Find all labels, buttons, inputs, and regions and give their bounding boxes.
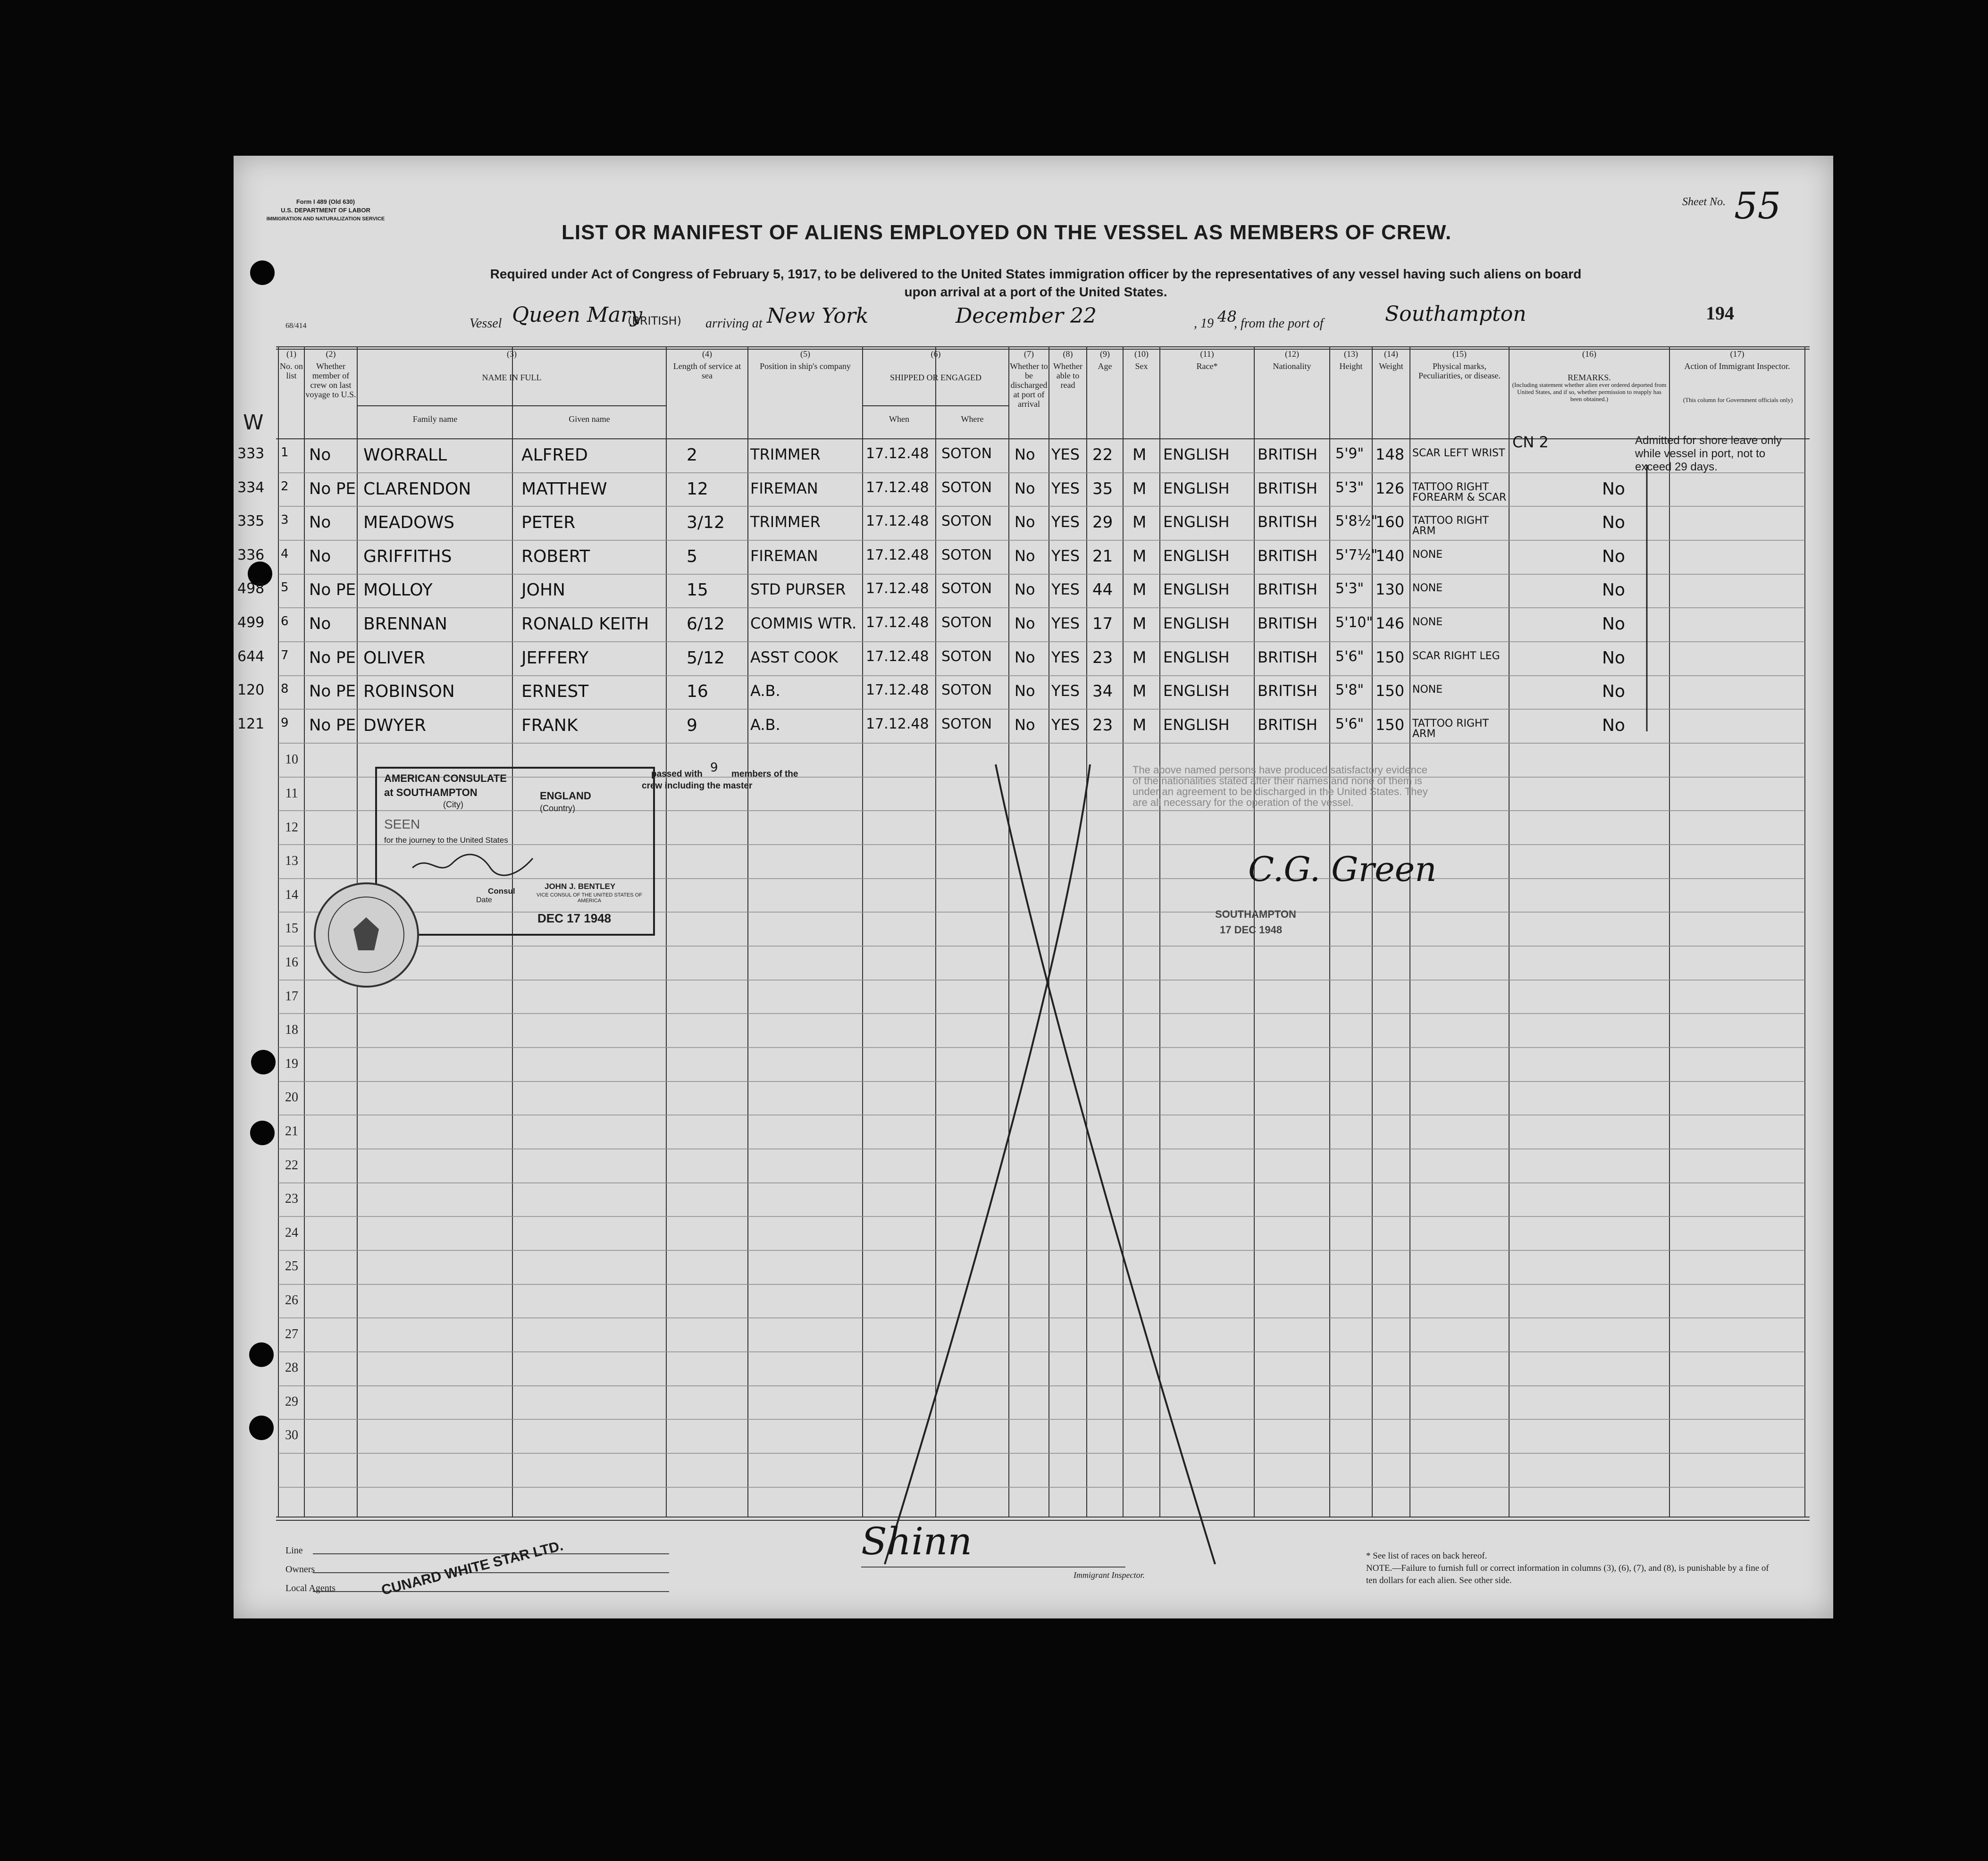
cell-position: STD PURSER	[750, 580, 846, 599]
sheet-number: 55	[1734, 185, 1781, 227]
cell-where: SOTON	[941, 648, 992, 665]
cell-marks: TATTOO RIGHT ARM	[1412, 515, 1489, 537]
margin-number: 333	[237, 445, 265, 462]
cell-family: OLIVER	[363, 648, 426, 668]
consulate-line1: AMERICAN CONSULATE	[384, 772, 507, 784]
consul-label: Consul	[488, 887, 515, 896]
empty-row-number: 24	[285, 1225, 298, 1240]
cell-age: 34	[1092, 682, 1113, 701]
cell-nationality: BRITISH	[1258, 614, 1317, 632]
empty-row-number: 12	[285, 820, 298, 835]
column-number: (1)	[286, 349, 296, 359]
consulate-seal	[314, 882, 419, 988]
column-header: Length of service at sea	[673, 361, 741, 380]
cell-where: SOTON	[941, 682, 992, 699]
cell-where: SOTON	[941, 546, 992, 563]
action-note: (This column for Government officials only)	[1683, 396, 1793, 403]
remarks-note: (Including statement whether alien ever ordered deported from United States, and if so, whether permission to reapply has been obtained.)	[1512, 381, 1667, 402]
cell-position: TRIMMER	[750, 445, 821, 463]
cell-sex: M	[1132, 445, 1147, 464]
cell-last-voyage: No PE	[309, 580, 356, 600]
cell-last-voyage: No	[309, 614, 331, 633]
cell-when: 17.12.48	[866, 580, 929, 597]
cell-last-voyage: No PE	[309, 479, 356, 498]
cell-age: 23	[1092, 715, 1113, 735]
cell-age: 17	[1092, 614, 1113, 633]
cell-weight: 160	[1376, 513, 1405, 531]
column-number: (3)	[507, 349, 517, 359]
cell-discharged: No	[1015, 682, 1035, 700]
empty-row-number: 18	[285, 1023, 298, 1038]
arrival-date: December 22	[956, 304, 1097, 328]
cell-when: 17.12.48	[866, 682, 929, 699]
vessel-name: Queen Mary	[512, 303, 642, 327]
cell-height: 5'9"	[1335, 445, 1364, 462]
remark-code: CN 2	[1512, 433, 1549, 451]
subtitle	[375, 265, 1696, 301]
column-header: Position in ship's company	[760, 361, 851, 371]
cell-no: 8	[281, 682, 289, 696]
cell-race: ENGLISH	[1163, 479, 1230, 497]
column-number: (11)	[1200, 349, 1214, 359]
cell-service: 3/12	[687, 513, 725, 533]
journey-text: for the journey to the United States	[384, 836, 508, 845]
inspector-label: Immigrant Inspector.	[1074, 1570, 1145, 1580]
cell-last-voyage: No	[309, 445, 331, 464]
cell-race: ENGLISH	[1163, 648, 1230, 666]
punch-hole	[251, 1050, 276, 1074]
cell-discharged: No	[1015, 513, 1035, 531]
margin-number: 644	[237, 648, 265, 665]
cell-position: ASST COOK	[750, 648, 838, 666]
cell-last-voyage: No	[309, 546, 331, 566]
cell-given: JOHN	[521, 580, 565, 600]
cell-where: SOTON	[941, 580, 992, 597]
cell-race: ENGLISH	[1163, 546, 1230, 565]
column-header: Age	[1098, 361, 1112, 371]
line-field	[313, 1553, 669, 1554]
cell-nationality: BRITISH	[1258, 715, 1317, 734]
column-header: REMARKS.	[1568, 373, 1611, 382]
cell-race: ENGLISH	[1163, 715, 1230, 734]
cell-where: SOTON	[941, 513, 992, 530]
column-number: (5)	[800, 349, 810, 359]
cell-no: 5	[281, 580, 289, 595]
cell-last-voyage: No	[309, 513, 331, 532]
subheader-where: Where	[961, 414, 984, 424]
cell-given: JEFFERY	[521, 648, 589, 668]
margin-number: 499	[237, 614, 265, 631]
seal-emblem	[316, 884, 417, 986]
cell-where: SOTON	[941, 715, 992, 732]
cell-marks: TATTOO RIGHT ARM	[1412, 717, 1489, 740]
empty-row-number: 19	[285, 1056, 298, 1071]
cell-height: 5'10"	[1335, 614, 1373, 631]
margin-number: 121	[237, 715, 265, 732]
cell-read: YES	[1051, 682, 1080, 700]
empty-row-number: 21	[285, 1124, 298, 1139]
cell-when: 17.12.48	[866, 479, 929, 496]
cell-no: 4	[281, 546, 289, 561]
margin-number: 498	[237, 580, 265, 597]
cell-given: ALFRED	[521, 445, 588, 465]
column-header: NAME IN FULL	[482, 373, 542, 382]
department: U.S. DEPARTMENT OF LABOR	[281, 207, 370, 214]
punch-hole	[249, 1342, 274, 1367]
cell-read: YES	[1051, 648, 1080, 666]
cell-read: YES	[1051, 614, 1080, 632]
vessel-flag: (BRITISH)	[628, 314, 681, 327]
empty-row-number: 20	[285, 1090, 298, 1105]
empty-row-number: 11	[285, 786, 298, 801]
cell-remarks: No	[1602, 479, 1625, 499]
cell-race: ENGLISH	[1163, 580, 1230, 599]
column-header: Race*	[1196, 361, 1218, 371]
empty-row-number: 30	[285, 1428, 298, 1443]
cell-marks: NONE	[1412, 684, 1443, 696]
column-number: (15)	[1452, 349, 1467, 359]
cell-given: FRANK	[521, 715, 578, 735]
column-header: Whether to be discharged at port of arrival	[1010, 361, 1048, 409]
cell-family: MEADOWS	[363, 513, 454, 533]
from-port: Southampton	[1385, 302, 1527, 326]
owners-field	[313, 1572, 669, 1573]
cell-given: RONALD KEITH	[521, 614, 649, 634]
cell-read: YES	[1051, 715, 1080, 734]
cell-marks: NONE	[1412, 616, 1443, 628]
cell-no: 6	[281, 614, 289, 629]
cell-nationality: BRITISH	[1258, 546, 1317, 565]
consulate-date: DEC 17 1948	[537, 911, 612, 925]
margin-number: 335	[237, 513, 265, 530]
punch-hole	[250, 1121, 275, 1145]
cell-weight: 140	[1376, 546, 1405, 565]
remark-admitted: Admitted for shore leave only while vessel in port, not to exceed 29 days.	[1635, 434, 1782, 473]
crew-note-count: 9	[710, 761, 718, 775]
cell-service: 15	[687, 580, 708, 600]
cell-race: ENGLISH	[1163, 445, 1230, 463]
affidavit-stamp-city: SOUTHAMPTON	[1215, 908, 1296, 920]
cell-discharged: No	[1015, 648, 1035, 666]
cell-height: 5'3"	[1335, 580, 1364, 597]
country-label: (Country)	[540, 804, 576, 813]
cell-sex: M	[1132, 648, 1147, 667]
column-number: (4)	[702, 349, 712, 359]
empty-row-number: 22	[285, 1157, 298, 1173]
cell-read: YES	[1051, 445, 1080, 463]
line-label: Line	[285, 1545, 303, 1556]
year-prefix: , 19	[1194, 316, 1214, 331]
cell-service: 5/12	[687, 648, 725, 668]
cell-where: SOTON	[941, 614, 992, 631]
cell-sex: M	[1132, 580, 1147, 600]
cell-service: 6/12	[687, 614, 725, 634]
cell-family: ROBINSON	[363, 682, 455, 702]
crew-note-text3: crew including the master	[642, 781, 753, 791]
margin-number: 120	[237, 682, 265, 699]
cell-weight: 150	[1376, 682, 1405, 700]
empty-row-number: 29	[285, 1394, 298, 1409]
cell-age: 21	[1092, 546, 1113, 566]
arriving-port: New York	[767, 304, 869, 328]
cell-family: WORRALL	[363, 445, 447, 465]
margin-number: 336	[237, 546, 265, 563]
cell-marks: TATTOO RIGHT FOREARM & SCAR	[1412, 481, 1507, 503]
cell-height: 5'8½"	[1335, 513, 1378, 530]
crew-note-text1: passed with	[651, 769, 703, 779]
cell-nationality: BRITISH	[1258, 580, 1317, 599]
agents-field	[313, 1591, 669, 1592]
cell-position: FIREMAN	[750, 479, 818, 497]
cell-marks: NONE	[1412, 582, 1443, 595]
column-number: (12)	[1285, 349, 1299, 359]
cell-remarks: No	[1602, 715, 1625, 735]
column-number: (10)	[1134, 349, 1149, 359]
cell-when: 17.12.48	[866, 715, 929, 732]
page-number: 194	[1706, 302, 1734, 324]
cell-remarks: No	[1602, 682, 1625, 702]
cell-service: 12	[687, 479, 708, 499]
column-header: Sex	[1135, 361, 1148, 371]
cell-nationality: BRITISH	[1258, 682, 1317, 700]
cell-family: MOLLOY	[363, 580, 433, 600]
punch-hole	[250, 260, 275, 285]
cell-discharged: No	[1015, 614, 1035, 632]
cell-discharged: No	[1015, 479, 1035, 497]
subheader-when: When	[889, 414, 909, 424]
cell-age: 29	[1092, 513, 1113, 532]
cell-discharged: No	[1015, 546, 1035, 565]
cell-family: BRENNAN	[363, 614, 447, 634]
cell-weight: 126	[1376, 479, 1405, 497]
empty-row-number: 28	[285, 1360, 298, 1375]
affidavit-stamp-date: 17 DEC 1948	[1220, 924, 1283, 936]
column-number: (8)	[1063, 349, 1073, 359]
cell-service: 2	[687, 445, 697, 465]
cell-marks: NONE	[1412, 548, 1443, 561]
cell-race: ENGLISH	[1163, 682, 1230, 700]
cell-when: 17.12.48	[866, 445, 929, 462]
cell-family: GRIFFITHS	[363, 546, 452, 566]
cell-position: A.B.	[750, 682, 780, 700]
cell-no: 3	[281, 513, 289, 528]
column-number: (7)	[1024, 349, 1034, 359]
empty-row-number: 27	[285, 1326, 298, 1341]
column-number: (6)	[931, 349, 941, 359]
affidavit-text: The above named persons have produced satisfactory evidence of the nationalities stated after their names and none of them is under an agreement to be discharged in the United States. They are all necessary for the operation of the vessel.	[1132, 764, 1428, 808]
cell-height: 5'7½"	[1335, 546, 1378, 563]
cell-family: CLARENDON	[363, 479, 471, 499]
crew-note-text2: members of the	[731, 769, 798, 779]
cell-family: DWYER	[363, 715, 427, 735]
cell-height: 5'3"	[1335, 479, 1364, 496]
page-title: LIST OR MANIFEST OF ALIENS EMPLOYED ON THE VESSEL AS MEMBERS OF CREW.	[562, 221, 1452, 244]
cell-position: TRIMMER	[750, 513, 821, 531]
cell-service: 9	[687, 715, 697, 735]
consulate-line2: at SOUTHAMPTON	[384, 787, 478, 798]
cell-remarks: No	[1602, 614, 1625, 634]
cell-read: YES	[1051, 513, 1080, 531]
empty-row-number: 10	[285, 752, 298, 767]
inspector-signature: Shinn	[861, 1519, 972, 1563]
empty-row-number: 17	[285, 989, 298, 1004]
column-number: (9)	[1100, 349, 1110, 359]
agents-label: Local Agents	[285, 1583, 336, 1593]
column-number: (13)	[1344, 349, 1358, 359]
consul-name: JOHN J. BENTLEY	[545, 882, 616, 891]
company-stamp: CUNARD WHITE STAR LTD.	[380, 1538, 565, 1599]
subtitle-line-1: Required under Act of Congress of February 5, 1917, to be delivered to the United States immigration officer by the representatives of any vessel having such aliens on board	[490, 267, 1582, 281]
cell-given: ROBERT	[521, 546, 590, 566]
cell-discharged: No	[1015, 445, 1035, 463]
owners-label: Owners	[285, 1564, 315, 1575]
margin-mark: W	[243, 411, 264, 435]
cell-last-voyage: No PE	[309, 715, 356, 735]
cell-nationality: BRITISH	[1258, 445, 1317, 463]
cell-weight: 148	[1376, 445, 1405, 463]
cell-remarks: No	[1602, 648, 1625, 668]
arriving-label: arriving at	[705, 316, 763, 331]
cell-sex: M	[1132, 682, 1147, 701]
cell-where: SOTON	[941, 479, 992, 496]
cell-discharged: No	[1015, 580, 1035, 599]
cell-sex: M	[1132, 715, 1147, 735]
empty-row-number: 13	[285, 854, 298, 869]
cell-weight: 146	[1376, 614, 1405, 632]
cell-age: 22	[1092, 445, 1113, 464]
cell-given: PETER	[521, 513, 576, 533]
consulate-country: ENGLAND	[540, 790, 591, 802]
consul-title: VICE CONSUL OF THE UNITED STATES OF AMERICA	[537, 892, 642, 904]
cell-nationality: BRITISH	[1258, 648, 1317, 666]
cell-position: FIREMAN	[750, 546, 818, 565]
cell-service: 16	[687, 682, 708, 702]
column-header: Nationality	[1273, 361, 1311, 371]
date-label: Date	[476, 896, 492, 904]
cell-read: YES	[1051, 546, 1080, 565]
cell-remarks: No	[1602, 580, 1625, 600]
cell-discharged: No	[1015, 715, 1035, 734]
column-header: No. on list	[280, 361, 303, 380]
from-label: , from the port of	[1234, 316, 1324, 331]
cell-race: ENGLISH	[1163, 513, 1230, 531]
cell-nationality: BRITISH	[1258, 513, 1317, 531]
cell-when: 17.12.48	[866, 648, 929, 665]
cell-sex: M	[1132, 513, 1147, 532]
cell-nationality: BRITISH	[1258, 479, 1317, 497]
column-header: Action of Immigrant Inspector.	[1684, 361, 1790, 371]
cell-height: 5'8"	[1335, 682, 1364, 699]
column-header: Whether able to read	[1053, 361, 1082, 390]
cell-weight: 150	[1376, 715, 1405, 734]
cell-no: 2	[281, 479, 289, 494]
vessel-label: Vessel	[470, 316, 502, 331]
column-number: (14)	[1384, 349, 1398, 359]
cell-sex: M	[1132, 546, 1147, 566]
cell-sex: M	[1132, 614, 1147, 633]
cell-sex: M	[1132, 479, 1147, 498]
subheader-given: Given name	[569, 414, 610, 424]
subheader-family: Family name	[412, 414, 458, 424]
cell-service: 5	[687, 546, 697, 566]
cell-no: 9	[281, 715, 289, 730]
cell-height: 5'6"	[1335, 715, 1364, 732]
form-number: Form I 489 (Old 630)	[296, 198, 355, 205]
cell-where: SOTON	[941, 445, 992, 462]
column-header: Whether member of crew on last voyage to U.S.	[305, 361, 356, 399]
cell-remarks: No	[1602, 513, 1625, 533]
seen-text: SEEN	[384, 817, 420, 831]
empty-row-number: 16	[285, 955, 298, 970]
punch-hole	[249, 1416, 274, 1440]
cell-marks: SCAR LEFT WRIST	[1412, 447, 1505, 459]
cell-last-voyage: No PE	[309, 682, 356, 701]
city-label: (City)	[443, 800, 463, 809]
cell-position: A.B.	[750, 715, 780, 734]
cell-remarks: No	[1602, 546, 1625, 566]
cell-when: 17.12.48	[866, 614, 929, 631]
cell-height: 5'6"	[1335, 648, 1364, 665]
races-note: * See list of races on back hereof.	[1366, 1551, 1487, 1561]
column-number: (16)	[1582, 349, 1596, 359]
arrival-year: 48	[1217, 308, 1237, 326]
service: IMMIGRATION AND NATURALIZATION SERVICE	[266, 216, 385, 222]
cell-weight: 130	[1376, 580, 1405, 599]
side-reference: 68/414	[285, 322, 307, 330]
column-header: Weight	[1379, 361, 1403, 371]
cell-read: YES	[1051, 479, 1080, 497]
cell-read: YES	[1051, 580, 1080, 599]
cell-age: 23	[1092, 648, 1113, 667]
column-number: (2)	[326, 349, 336, 359]
cell-given: ERNEST	[521, 682, 589, 702]
column-header: SHIPPED OR ENGAGED	[889, 373, 981, 382]
cell-no: 1	[281, 445, 289, 460]
consul-signature	[410, 849, 537, 882]
subtitle-line-2: upon arrival at a port of the United States.	[904, 285, 1167, 299]
empty-row-number: 14	[285, 887, 298, 902]
empty-row-number: 15	[285, 921, 298, 936]
column-header: Physical marks, Peculiarities, or disease.	[1418, 361, 1501, 380]
empty-row-number: 26	[285, 1293, 298, 1308]
cell-marks: SCAR RIGHT LEG	[1412, 650, 1500, 662]
affidavit-signature: C.G. Green	[1248, 849, 1437, 889]
sheet-label: Sheet No.	[1682, 196, 1726, 208]
fine-note: NOTE.—Failure to furnish full or correct information in columns (3), (6), (7), and (8), is punishable by a fine of ten dollars for each alien. See other side.	[1366, 1563, 1769, 1585]
cell-race: ENGLISH	[1163, 614, 1230, 632]
margin-number: 334	[237, 479, 265, 496]
cell-given: MATTHEW	[521, 479, 607, 499]
inspector-line	[861, 1567, 1125, 1568]
cell-when: 17.12.48	[866, 513, 929, 530]
cell-no: 7	[281, 648, 289, 662]
column-number: (17)	[1730, 349, 1745, 359]
empty-row-number: 23	[285, 1191, 298, 1207]
cell-age: 44	[1092, 580, 1113, 600]
cell-weight: 150	[1376, 648, 1405, 666]
cell-position: COMMIS WTR.	[750, 614, 857, 632]
cell-age: 35	[1092, 479, 1113, 498]
cell-when: 17.12.48	[866, 546, 929, 563]
empty-row-number: 25	[285, 1259, 298, 1274]
column-header: Height	[1339, 361, 1363, 371]
cell-last-voyage: No PE	[309, 648, 356, 667]
